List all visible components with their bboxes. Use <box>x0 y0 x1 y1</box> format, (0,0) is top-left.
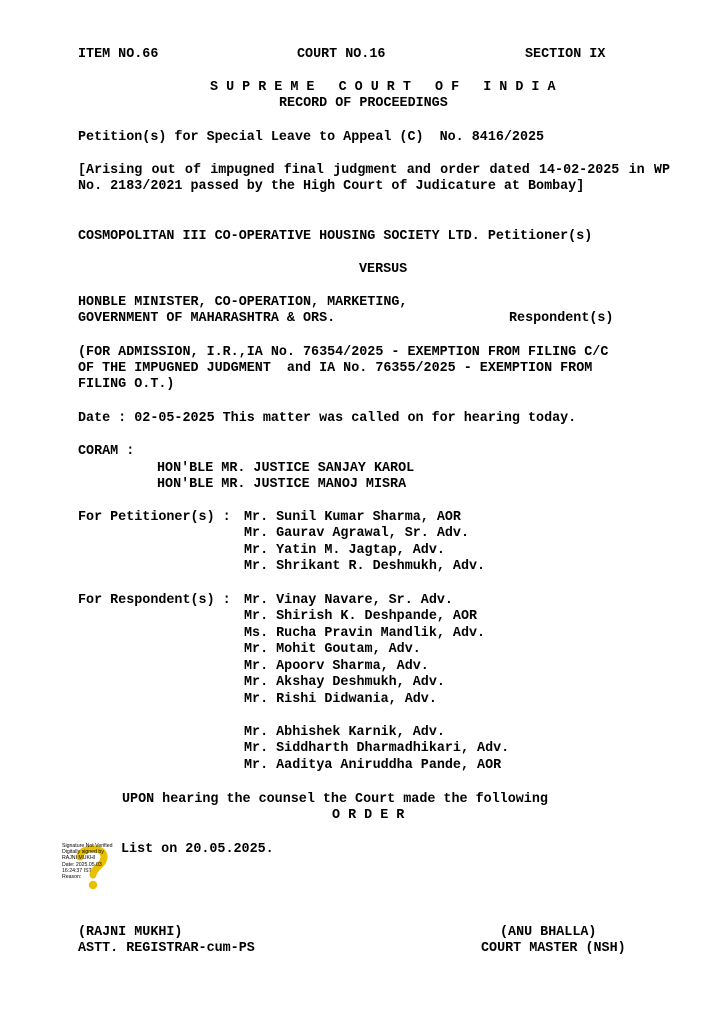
section-number: SECTION IX <box>525 47 606 62</box>
hearing-date: Date : 02-05-2025 This matter was called on for hearing today. <box>78 411 577 426</box>
counsel-name: Mr. Gaurav Agrawal, Sr. Adv. <box>244 526 469 541</box>
versus-label: VERSUS <box>359 262 408 277</box>
respondent-counsel-label: For Respondent(s) : <box>78 593 231 608</box>
record-title: RECORD OF PROCEEDINGS <box>279 96 448 111</box>
judge-name: HON'BLE MR. JUSTICE MANOJ MISRA <box>157 477 407 492</box>
petition-number: Petition(s) for Special Leave to Appeal (C) No. 8416/2025 <box>78 130 545 145</box>
left-signatory-name: (RAJNI MUKHI) <box>78 925 183 940</box>
admission-line: OF THE IMPUGNED JUDGMENT and IA No. 76355/2025 - EXEMPTION FROM <box>78 361 593 376</box>
counsel-name: Mr. Apoorv Sharma, Adv. <box>244 659 429 674</box>
counsel-name: Mr. Sunil Kumar Sharma, AOR <box>244 510 461 525</box>
respondent-party-line1: HONBLE MINISTER, CO-OPERATION, MARKETING, <box>78 295 408 310</box>
counsel-name: Mr. Yatin M. Jagtap, Adv. <box>244 543 445 558</box>
item-number: ITEM NO.66 <box>78 47 159 62</box>
counsel-name: Ms. Rucha Pravin Mandlik, Adv. <box>244 626 486 641</box>
signature-stamp-text: Signature Not Verified Digitally signed by RAJNI MUKHI Date: 2025.05.03 16:24:37 IST Reason: <box>62 843 113 881</box>
petitioner-party: COSMOPOLITAN III CO-OPERATIVE HOUSING SOCIETY LTD. Petitioner(s) <box>78 229 593 244</box>
petitioner-counsel-label: For Petitioner(s) : <box>78 510 231 525</box>
court-number: COURT NO.16 <box>297 47 386 62</box>
admission-line: (FOR ADMISSION, I.R.,IA No. 76354/2025 - EXEMPTION FROM FILING C/C <box>78 345 609 360</box>
counsel-name: Mr. Abhishek Karnik, Adv. <box>244 725 445 740</box>
court-name: S U P R E M E C O U R T O F I N D I A <box>210 80 556 95</box>
counsel-name: Mr. Vinay Navare, Sr. Adv. <box>244 593 453 608</box>
counsel-name: Mr. Aaditya Aniruddha Pande, AOR <box>244 758 502 773</box>
order-text: List on 20.05.2025. <box>121 842 274 857</box>
order-title: O R D E R <box>332 808 405 823</box>
counsel-name: Mr. Siddharth Dharmadhikari, Adv. <box>244 741 510 756</box>
left-signatory-title: ASTT. REGISTRAR-cum-PS <box>78 941 255 956</box>
admission-line: FILING O.T.) <box>78 377 175 392</box>
respondent-party-line2: GOVERNMENT OF MAHARASHTRA & ORS. <box>78 311 336 326</box>
right-signatory-title: COURT MASTER (NSH) <box>481 941 626 956</box>
counsel-name: Mr. Mohit Goutam, Adv. <box>244 642 421 657</box>
respondent-label: Respondent(s) <box>509 311 614 326</box>
counsel-name: Mr. Rishi Didwania, Adv. <box>244 692 437 707</box>
counsel-name: Mr. Shirish K. Deshpande, AOR <box>244 609 478 624</box>
upon-hearing-text: UPON hearing the counsel the Court made the following <box>122 792 548 807</box>
counsel-name: Mr. Shrikant R. Deshmukh, Adv. <box>244 559 486 574</box>
digital-signature-stamp <box>62 843 124 893</box>
counsel-name: Mr. Akshay Deshmukh, Adv. <box>244 675 445 690</box>
arising-from-note: [Arising out of impugned final judgment and order dated 14-02-2025 in WP No. 2183/2021 passed by the High Court of Judicature at Bombay] <box>78 163 670 194</box>
judge-name: HON'BLE MR. JUSTICE SANJAY KAROL <box>157 461 415 476</box>
right-signatory-name: (ANU BHALLA) <box>500 925 597 940</box>
coram-label: CORAM : <box>78 444 135 459</box>
